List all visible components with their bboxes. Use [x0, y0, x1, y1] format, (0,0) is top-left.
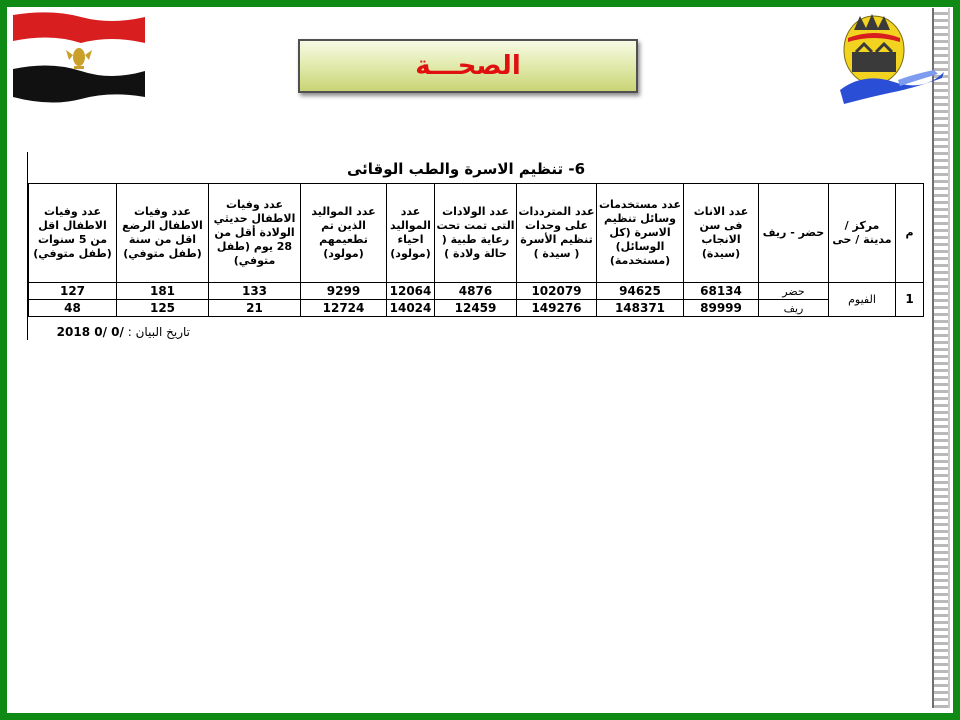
- data-date-label: تاريخ البيان :: [127, 325, 190, 339]
- table-header-row: [29, 184, 924, 283]
- table-cell: 9299: [301, 283, 387, 300]
- table-cell: 148371: [597, 300, 684, 317]
- col-header-neonatal-deaths: عدد وفيات الاطفال حديثي الولادة أقل من 28 يوم (طفل متوفي): [209, 184, 301, 283]
- table-cell: 12459: [435, 300, 517, 317]
- table-cell: 89999: [684, 300, 759, 317]
- page-title-box: [298, 39, 638, 93]
- table-cell: 125: [117, 300, 209, 317]
- table-cell: 21: [209, 300, 301, 317]
- data-date-value: /0 /0 2018: [56, 325, 124, 339]
- table-cell: 12724: [301, 300, 387, 317]
- col-header-under5-deaths: عدد وفيات الاطفال اقل من 5 سنوات (طفل متوفي): [29, 184, 117, 283]
- table-cell: 48: [29, 300, 117, 317]
- governorate-logo-icon: [834, 8, 946, 108]
- data-date-line: [30, 323, 190, 341]
- row-index-cell: 1: [896, 283, 924, 317]
- table-cell: 133: [209, 283, 301, 300]
- table-cell: 12064: [387, 283, 435, 300]
- table-row: [29, 300, 924, 317]
- col-header-infant-deaths: عدد وفيات الاطفال الرضع اقل من سنة (طفل متوفي): [117, 184, 209, 283]
- col-header-clinic-visitors: عدد المترددات على وحدات تنظيم الأسرة ( سيدة ): [517, 184, 597, 283]
- table-cell: 94625: [597, 283, 684, 300]
- table-cell: 149276: [517, 300, 597, 317]
- urban-rural-cell: حضر: [759, 283, 829, 300]
- col-header-live-births: عدد المواليد احياء (مولود): [387, 184, 435, 283]
- table-cell: 68134: [684, 283, 759, 300]
- table-cell: 14024: [387, 300, 435, 317]
- urban-rural-cell: ريف: [759, 300, 829, 317]
- col-header-urban-rural: حضر - ريف: [759, 184, 829, 283]
- page-edge-decoration: [932, 8, 950, 708]
- col-header-vaccinated-newborns: عدد المواليد الذين تم تطعيمهم (مولود): [301, 184, 387, 283]
- col-header-females-reproductive-age: عدد الاناث فى سن الانجاب (سيدة): [684, 184, 759, 283]
- table-cell: 181: [117, 283, 209, 300]
- col-header-contraceptive-users: عدد مستخدمات وسائل تنظيم الاسرة (كل الوسائل) (مستخدمة): [597, 184, 684, 283]
- table-cell: 127: [29, 283, 117, 300]
- table-cell: 4876: [435, 283, 517, 300]
- family-planning-table: [28, 183, 924, 317]
- table-cell: 102079: [517, 283, 597, 300]
- table-row: [29, 283, 924, 300]
- district-cell: الفيوم: [829, 283, 896, 317]
- col-header-district: مركز / مدينة / حى: [829, 184, 896, 283]
- section-title: 6- تنظيم الاسرة والطب الوقائى: [346, 160, 586, 178]
- col-header-supervised-births: عدد الولادات التى تمت تحت رعاية طبية ( حالة ولادة ): [435, 184, 517, 283]
- egypt-flag-icon: [11, 11, 147, 103]
- page-title: الصحـــة: [415, 51, 521, 81]
- col-header-index: م: [896, 184, 924, 283]
